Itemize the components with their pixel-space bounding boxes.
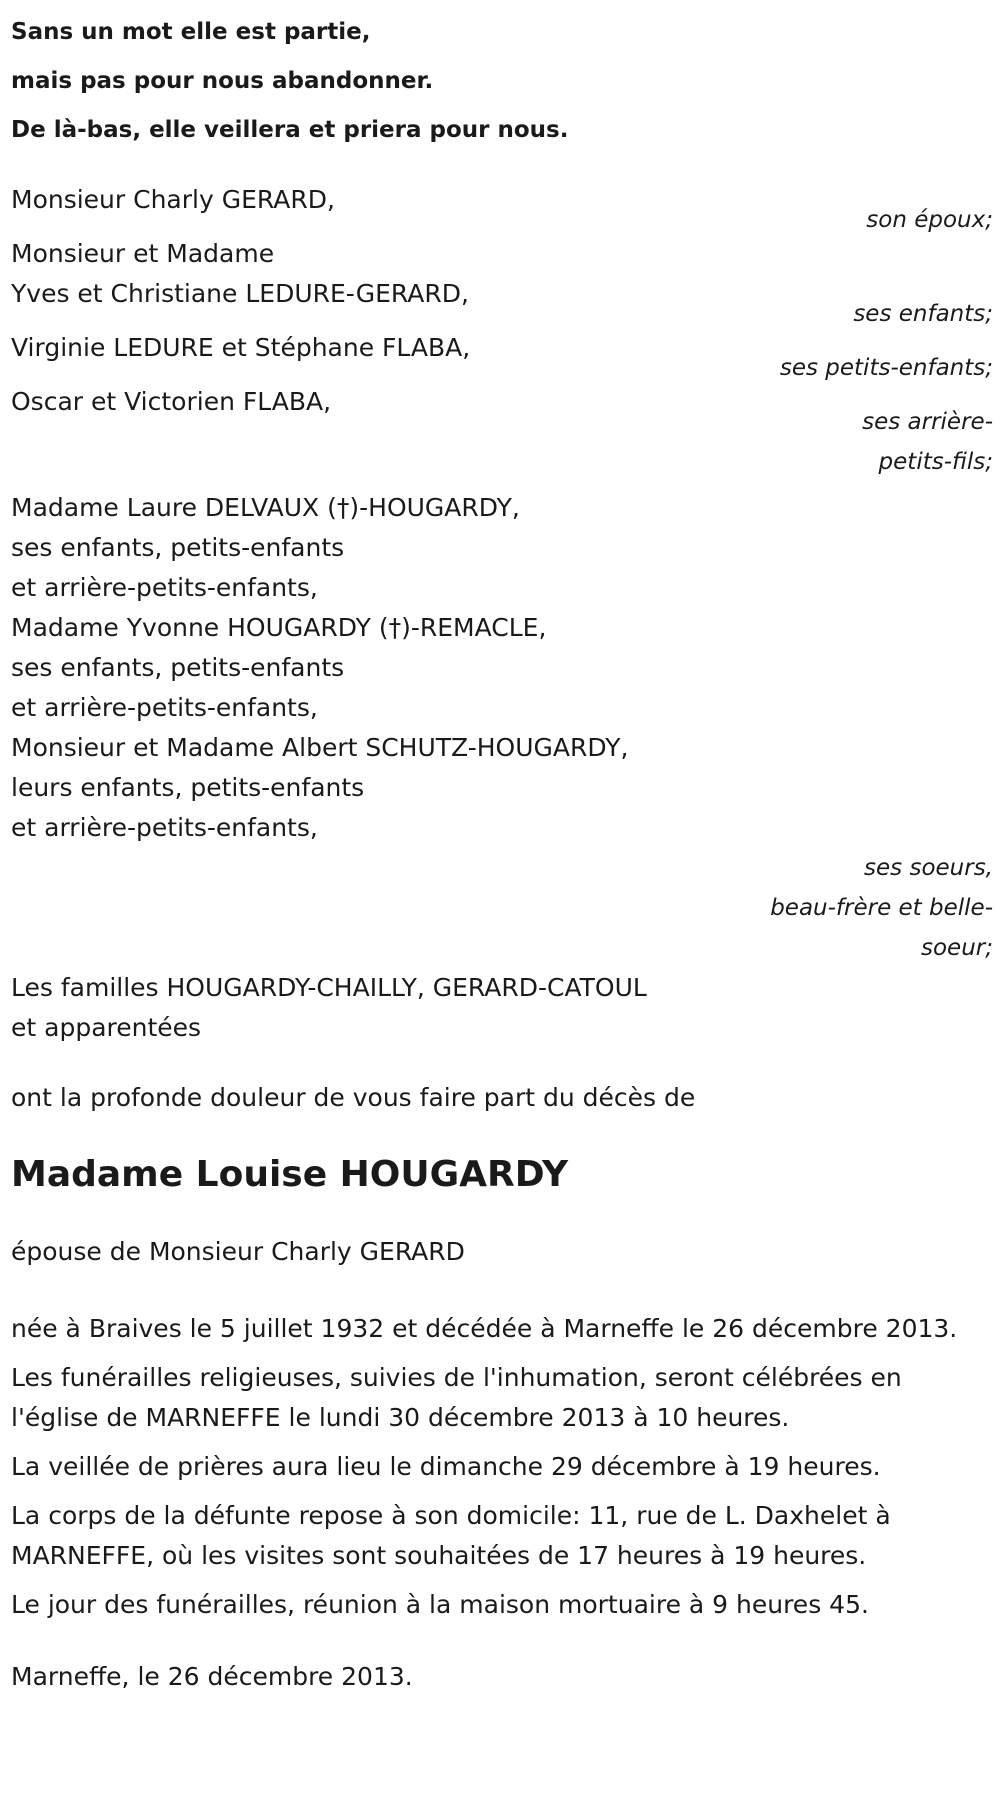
poem (11, 8, 993, 155)
name-line: et arrière-petits-enfants, (11, 693, 318, 722)
poem-line: De là-bas, elle veillera et priera pour nous. (11, 117, 569, 143)
role-line: ses arrière- (862, 409, 993, 435)
family-relatives (11, 968, 993, 1048)
family-siblings (11, 488, 993, 968)
family-grandchildren (11, 328, 993, 388)
name-line: Monsieur Charly GERARD, (11, 185, 335, 214)
name-line: et arrière-petits-enfants, (11, 573, 318, 602)
family-great-grandchildren (11, 382, 993, 482)
poem-line: mais pas pour nous abandonner. (11, 68, 434, 94)
name-line: Yves et Christiane LEDURE-GERARD, (11, 279, 469, 308)
family-names (11, 968, 993, 1048)
name-line: leurs enfants, petits-enfants (11, 773, 365, 802)
birth-death-paragraph: née à Braives le 5 juillet 1932 et décédée à Marneffe le 26 décembre 2013. (11, 1314, 958, 1343)
family-children (11, 234, 993, 334)
name-line: Madame Yvonne HOUGARDY (†)-REMACLE, (11, 613, 547, 642)
role-line: ses soeurs, (864, 855, 993, 881)
name-line: Les familles HOUGARDY-CHAILLY, GERARD-CATOUL (11, 973, 647, 1002)
announcement: ont la profonde douleur de vous faire part du décès de (11, 1083, 696, 1112)
rest-paragraph: La corps de la défunte repose à son domicile: 11, rue de L. Daxhelet à MARNEFFE, où les visites sont souhaitées de 17 heures à 19 heures. (11, 1501, 891, 1570)
vigil-paragraph: La veillée de prières aura lieu le dimanche 29 décembre à 19 heures. (11, 1452, 881, 1481)
gathering-paragraph: Le jour des funérailles, réunion à la maison mortuaire à 9 heures 45. (11, 1590, 869, 1619)
name-line: Monsieur et Madame Albert SCHUTZ-HOUGARDY, (11, 733, 629, 762)
role-line: son époux; (866, 207, 993, 233)
role-line: soeur; (921, 935, 993, 961)
family-role (11, 848, 993, 968)
role-line: petits-fils; (878, 449, 993, 475)
name-line: ses enfants, petits-enfants (11, 533, 345, 562)
deceased-name: Madame Louise HOUGARDY (11, 1154, 569, 1195)
role-line: beau-frère et belle- (770, 895, 993, 921)
name-line: Monsieur et Madame (11, 239, 275, 268)
funeral-paragraph: Les funérailles religieuses, suivies de l'inhumation, seront célébrées en l'église de MARNEFFE le lundi 30 décembre 2013 à 10 heures. (11, 1363, 902, 1432)
obituary-content (11, 8, 993, 1697)
poem-line: Sans un mot elle est partie, (11, 19, 371, 45)
name-line: Oscar et Victorien FLABA, (11, 387, 332, 416)
name-line: et arrière-petits-enfants, (11, 813, 318, 842)
name-line: et apparentées (11, 1013, 202, 1042)
name-line: Madame Laure DELVAUX (†)-HOUGARDY, (11, 493, 520, 522)
name-line: Virginie LEDURE et Stéphane FLABA, (11, 333, 471, 362)
role-line: ses enfants; (853, 301, 993, 327)
family-names (11, 488, 993, 848)
family-spouse (11, 180, 993, 240)
role-line: ses petits-enfants; (779, 355, 993, 381)
spouse-line: épouse de Monsieur Charly GERARD (11, 1237, 465, 1266)
place-date: Marneffe, le 26 décembre 2013. (11, 1662, 413, 1691)
name-line: ses enfants, petits-enfants (11, 653, 345, 682)
